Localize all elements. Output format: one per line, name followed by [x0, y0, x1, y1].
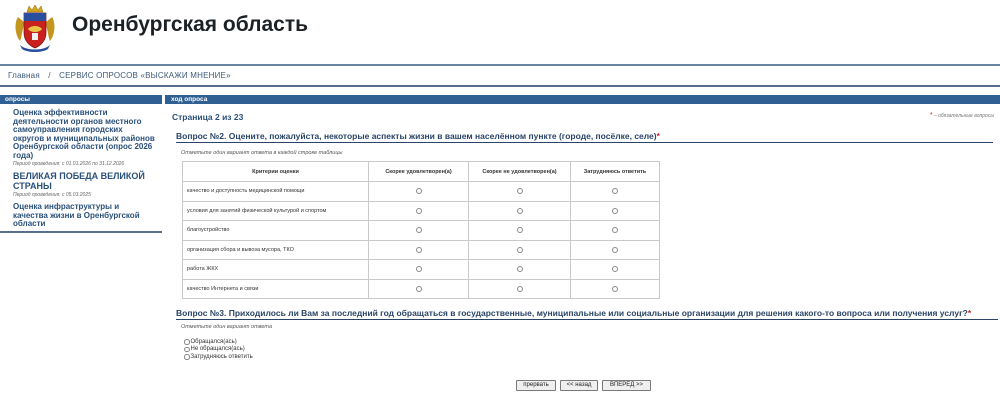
survey-navigation: [516, 380, 651, 391]
rating-cell: [469, 260, 571, 280]
radio-hard-to-say[interactable]: [184, 354, 190, 360]
radio-not-satisfied[interactable]: [517, 188, 523, 194]
required-star: *: [967, 308, 972, 318]
breadcrumb-separator: /: [48, 71, 51, 80]
next-button[interactable]: ВПЕРЕД >>: [602, 380, 651, 391]
rating-cell: [571, 201, 660, 221]
criterion-label: качество и доступность медицинской помощи: [183, 182, 369, 202]
rating-cell: [369, 240, 469, 260]
radio-not-satisfied[interactable]: [517, 266, 523, 272]
breadcrumb-home-link[interactable]: Главная: [8, 71, 40, 80]
question-3-text: Вопрос №3. Приходилось ли Вам за последний год обращаться в государственные, муниципальные или социальные организации для решения какого-то вопроса или получения услуг?: [176, 308, 968, 318]
option-not-applied[interactable]: [184, 346, 253, 354]
regional-emblem-icon: [14, 3, 56, 53]
option-hard-to-say[interactable]: [184, 353, 253, 361]
rating-cell: [469, 201, 571, 221]
sidebar-heading: опросы: [0, 95, 162, 104]
radio-satisfied[interactable]: [416, 188, 422, 194]
radio-not-applied[interactable]: [184, 347, 190, 353]
main-heading: ход опроса: [165, 95, 1000, 104]
radio-hard-to-say[interactable]: [612, 266, 618, 272]
column-header: Скорее не удовлетворен(а): [469, 162, 571, 182]
criterion-label: работа ЖКХ: [183, 260, 369, 280]
rating-cell: [571, 221, 660, 241]
radio-satisfied[interactable]: [416, 208, 422, 214]
poll-period: Период проведения: с 01.01.2026 по 31.12.2026: [13, 161, 125, 167]
rating-cell: [469, 240, 571, 260]
rating-cell: [571, 240, 660, 260]
rating-cell: [369, 182, 469, 202]
option-label: Обращался(ась): [190, 338, 237, 345]
criterion-label: условия для занятий физической культурой и спортом: [183, 201, 369, 221]
poll-link-infrastructure[interactable]: Оценка инфраструктуры и качества жизни в Оренбургской области: [13, 202, 140, 228]
poll-link-victory[interactable]: ВЕЛИКАЯ ПОБЕДА ВЕЛИКОЙ СТРАНЫ: [13, 171, 145, 191]
required-star: *: [929, 112, 933, 119]
rating-cell: [469, 221, 571, 241]
question-2-text: Вопрос №2. Оцените, пожалуйста, некоторые аспекты жизни в вашем населённом пункте (городе, посёлке, селе): [176, 131, 657, 141]
radio-hard-to-say[interactable]: [612, 188, 618, 194]
poll-item: [0, 172, 162, 198]
back-button[interactable]: << назад: [560, 380, 598, 391]
radio-satisfied[interactable]: [416, 286, 422, 292]
rating-cell: [571, 260, 660, 280]
rating-cell: [369, 221, 469, 241]
option-applied[interactable]: [184, 338, 253, 346]
table-row: [183, 279, 660, 299]
radio-satisfied[interactable]: [416, 266, 422, 272]
table-row: [183, 260, 660, 280]
criteria-table: [182, 161, 660, 299]
question-2-hint: Отметьте один вариант ответа в каждой строке таблицы: [181, 150, 343, 156]
rating-cell: [369, 260, 469, 280]
question-3-hint: Отметьте один вариант ответа: [181, 324, 273, 330]
table-row: [183, 201, 660, 221]
rating-cell: [469, 279, 571, 299]
radio-hard-to-say[interactable]: [612, 208, 618, 214]
required-note-text: – обязательные вопросы: [932, 113, 994, 119]
site-title: Оренбургская область: [72, 13, 309, 36]
criterion-label: организация сбора и вывоза мусора, ТКО: [183, 240, 369, 260]
question-2: [176, 131, 993, 143]
rating-cell: [369, 279, 469, 299]
column-header: Критерии оценки: [183, 162, 369, 182]
radio-satisfied[interactable]: [416, 247, 422, 253]
survey-main: [165, 95, 1000, 405]
required-note: [930, 112, 994, 119]
table-row: [183, 240, 660, 260]
question-3: [176, 308, 998, 320]
poll-item: [0, 203, 162, 229]
option-label: Не обращался(ась): [190, 346, 245, 353]
radio-applied[interactable]: [184, 339, 190, 345]
table-header-row: [183, 162, 660, 182]
question-3-options: [184, 338, 253, 361]
rating-cell: [571, 182, 660, 202]
rating-cell: [369, 201, 469, 221]
column-header: Скорее удовлетворен(а): [369, 162, 469, 182]
radio-not-satisfied[interactable]: [517, 227, 523, 233]
table-row: [183, 182, 660, 202]
option-label: Затрудняюсь ответить: [190, 353, 253, 360]
page-counter: Страница 2 из 23: [172, 112, 244, 122]
radio-not-satisfied[interactable]: [517, 247, 523, 253]
poll-link-efficiency[interactable]: Оценка эффективности деятельности органов местного самоуправления городских округов и муниципальных районов Оренбургской области (опрос 2026 года): [13, 108, 155, 160]
poll-item: [0, 109, 162, 167]
table-row: [183, 221, 660, 241]
criterion-label: благоустройство: [183, 221, 369, 241]
radio-hard-to-say[interactable]: [612, 247, 618, 253]
criterion-label: качество Интернета и связи: [183, 279, 369, 299]
breadcrumb: [8, 71, 231, 80]
sidebar: [0, 95, 162, 233]
radio-hard-to-say[interactable]: [612, 286, 618, 292]
rating-cell: [571, 279, 660, 299]
column-header: Затрудняюсь ответить: [571, 162, 660, 182]
breadcrumb-current-link[interactable]: СЕРВИС ОПРОСОВ «ВЫСКАЖИ МНЕНИЕ»: [59, 71, 231, 80]
radio-not-satisfied[interactable]: [517, 208, 523, 214]
radio-satisfied[interactable]: [416, 227, 422, 233]
site-header: [0, 0, 1000, 58]
poll-period: Период проведения: с 05.03.2025: [13, 192, 91, 198]
required-star: *: [656, 131, 660, 141]
breadcrumb-divider: [0, 85, 1000, 87]
radio-hard-to-say[interactable]: [612, 227, 618, 233]
radio-not-satisfied[interactable]: [517, 286, 523, 292]
stop-button[interactable]: прервать: [516, 380, 556, 391]
header-divider: [0, 64, 1000, 66]
rating-cell: [469, 182, 571, 202]
